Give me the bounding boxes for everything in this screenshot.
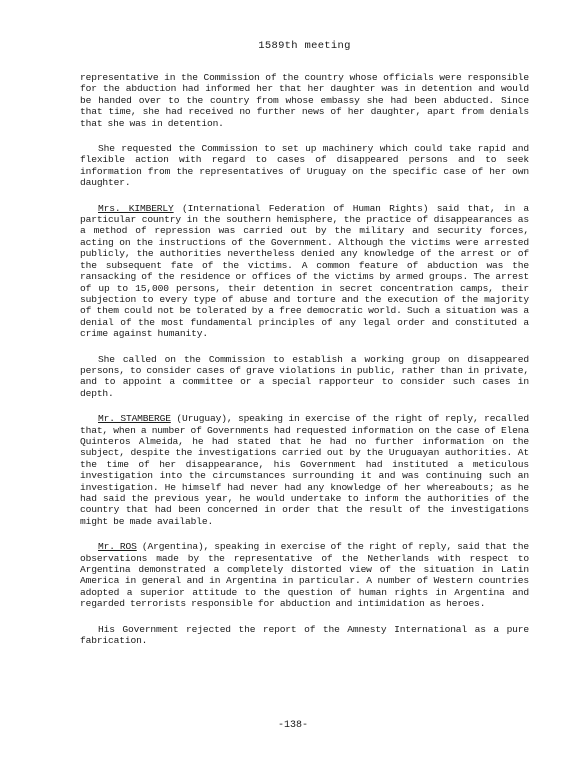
page-header: 1589th meeting [258, 40, 351, 52]
paragraph-text: (Uruguay), speaking in exercise of the right of reply, recalled that, when a number of Governments had requested information on the case of Elena Quinteros Almeida, he had stated that he had no further information on the subject, despite the investigations carried out by the Uruguayan authorities. At the time of her disappearance, his Government had instituted a meticulous investigation into the circumstances surrounding it and was continuing such an investigation. He himself had never had any knowledge of her whereabouts; as he had said the previous year, he would undertake to inform the authorities of the country that had been concerned in order that the result of the investigations might be made available. [80, 413, 529, 527]
paragraph [80, 354, 529, 400]
paragraph-text: (International Federation of Human Rights) said that, in a particular country in the southern hemisphere, the practice of disappearances as a method of repression was carried out by the military and security forces, acting on the instructions of the Government. Although the victims were arrested publicly, the authorities nevertheless denied any knowledge of the arrest or of the subsequent fate of the victims. A common feature of abduction was the ransacking of the residence or offices of the victims by armed groups. The arrest of up to 15,000 persons, their detention in secret concentration camps, their subjection to every type of abuse and torture and the execution of the majority of them could not be tolerated by a free democratic world. Such a situation was a denial of the most fundamental principles of any legal order and constituted a crime against humanity. [80, 202, 529, 340]
paragraph [80, 143, 529, 189]
paragraph [80, 624, 529, 647]
paragraph-text: (Argentina), speaking in exercise of the right of reply, said that the observations made by the representative of the Netherlands with respect to Argentina demonstrated a completely distorted view of the situation in Latin America in general and in Argentina in particular. A number of Western countries adopted a superior attitude to the question of human rights in Argentina and regarded terrorists responsible for abduction and intimidation as heroes. [80, 541, 529, 610]
speaker-name: Mrs. KIMBERLY [98, 202, 174, 214]
speaker-name: Mr. STAMBERGE [98, 413, 171, 425]
page-number: -138- [277, 720, 308, 731]
speaker-name: Mr. ROS [98, 541, 137, 553]
paragraph [80, 203, 529, 340]
paragraph [80, 413, 529, 527]
paragraph-text: His Government rejected the report of the Amnesty International as a pure fabrication. [80, 623, 529, 647]
paragraph-text: representative in the Commission of the country whose officials were responsible for the abduction had informed her that her daughter was in detention and would be handed over to the country from whose embassy she had been abducted. Since that time, she had received no further news of her daughter, apart from denials that she was in detention. [80, 72, 529, 129]
paragraph-text: She requested the Commission to set up machinery which could take rapid and flexible action with regard to cases of disappeared persons and to seek information from the representatives of Uruguay on the specific case of her own daughter. [80, 143, 529, 189]
paragraph [80, 72, 529, 129]
paragraph-text: She called on the Commission to establish a working group on disappeared persons, to consider cases of grave violations in public, rather than in private, and to appoint a committee or a special rapporteur to consider such cases in depth. [80, 353, 529, 399]
paragraph [80, 541, 529, 609]
